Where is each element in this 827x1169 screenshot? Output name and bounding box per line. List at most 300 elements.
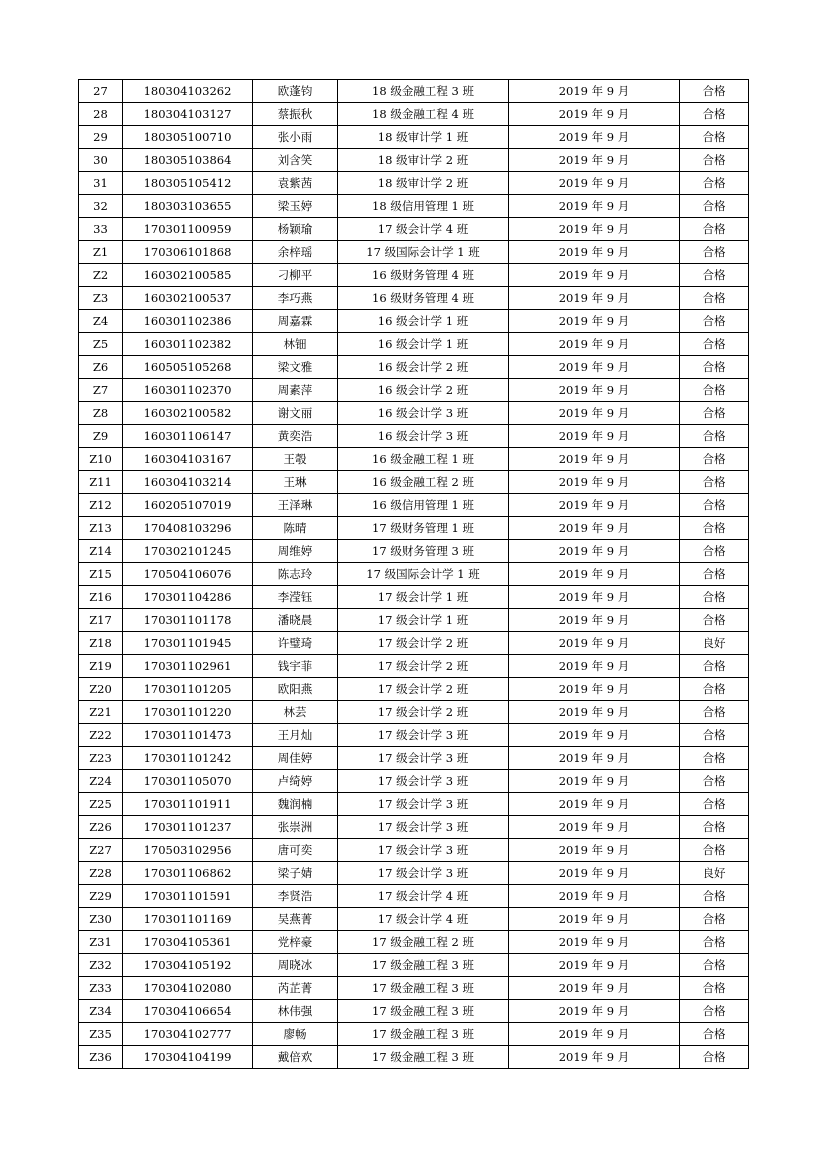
table-body [79,80,749,1069]
student-name-cell: 欧蓬钧 [253,80,338,103]
row-number-cell: Z29 [79,885,123,908]
result-cell: 合格 [680,540,749,563]
table-row [79,172,749,195]
row-number-cell: Z2 [79,264,123,287]
row-number-cell: Z23 [79,747,123,770]
class-cell: 17 级金融工程 3 班 [338,1046,509,1069]
class-cell: 17 级会计学 2 班 [338,678,509,701]
table-row [79,609,749,632]
student-name-cell: 李巧燕 [253,287,338,310]
date-cell: 2019 年 9 月 [509,264,680,287]
result-cell: 合格 [680,747,749,770]
date-cell: 2019 年 9 月 [509,80,680,103]
class-cell: 17 级金融工程 3 班 [338,1023,509,1046]
student-id-cell: 170304106654 [123,1000,253,1023]
student-name-cell: 廖畅 [253,1023,338,1046]
class-cell: 17 级会计学 2 班 [338,632,509,655]
student-name-cell: 王月灿 [253,724,338,747]
table-row [79,885,749,908]
table-row [79,1046,749,1069]
class-cell: 16 级财务管理 4 班 [338,287,509,310]
class-cell: 16 级会计学 3 班 [338,425,509,448]
student-name-cell: 卢绮婷 [253,770,338,793]
table-row [79,540,749,563]
student-id-cell: 170301101220 [123,701,253,724]
student-name-cell: 刘含笑 [253,149,338,172]
result-cell: 良好 [680,632,749,655]
date-cell: 2019 年 9 月 [509,149,680,172]
date-cell: 2019 年 9 月 [509,448,680,471]
student-name-cell: 唐可奕 [253,839,338,862]
date-cell: 2019 年 9 月 [509,1023,680,1046]
result-cell: 合格 [680,333,749,356]
date-cell: 2019 年 9 月 [509,379,680,402]
class-cell: 17 级会计学 3 班 [338,839,509,862]
table-row [79,793,749,816]
result-cell: 合格 [680,172,749,195]
table-row [79,402,749,425]
student-id-cell: 170304102080 [123,977,253,1000]
table-row [79,770,749,793]
row-number-cell: 28 [79,103,123,126]
row-number-cell: Z32 [79,954,123,977]
student-id-cell: 180305100710 [123,126,253,149]
student-id-cell: 170301101178 [123,609,253,632]
row-number-cell: Z6 [79,356,123,379]
table-row [79,425,749,448]
date-cell: 2019 年 9 月 [509,1000,680,1023]
student-id-cell: 170504106076 [123,563,253,586]
student-id-cell: 170301101911 [123,793,253,816]
class-cell: 17 级会计学 4 班 [338,908,509,931]
result-cell: 良好 [680,862,749,885]
row-number-cell: Z31 [79,931,123,954]
student-name-cell: 林芸 [253,701,338,724]
student-id-cell: 170302101245 [123,540,253,563]
table-row [79,310,749,333]
student-name-cell: 王彀 [253,448,338,471]
result-cell: 合格 [680,517,749,540]
student-name-cell: 魏润楠 [253,793,338,816]
result-cell: 合格 [680,494,749,517]
class-cell: 17 级会计学 4 班 [338,885,509,908]
class-cell: 17 级金融工程 3 班 [338,1000,509,1023]
student-name-cell: 党梓豪 [253,931,338,954]
result-cell: 合格 [680,80,749,103]
table-row [79,356,749,379]
class-cell: 16 级金融工程 1 班 [338,448,509,471]
row-number-cell: Z36 [79,1046,123,1069]
row-number-cell: Z5 [79,333,123,356]
student-name-cell: 梁子婧 [253,862,338,885]
student-id-cell: 170304105192 [123,954,253,977]
row-number-cell: 32 [79,195,123,218]
class-cell: 16 级会计学 3 班 [338,402,509,425]
result-cell: 合格 [680,287,749,310]
student-id-cell: 180303103655 [123,195,253,218]
result-cell: 合格 [680,195,749,218]
student-id-cell: 160304103214 [123,471,253,494]
row-number-cell: Z9 [79,425,123,448]
student-id-cell: 170301101473 [123,724,253,747]
student-id-cell: 170301101945 [123,632,253,655]
row-number-cell: Z8 [79,402,123,425]
student-id-cell: 170301105070 [123,770,253,793]
class-cell: 17 级会计学 1 班 [338,609,509,632]
row-number-cell: Z28 [79,862,123,885]
date-cell: 2019 年 9 月 [509,425,680,448]
student-name-cell: 黄奕浩 [253,425,338,448]
class-cell: 17 级会计学 3 班 [338,747,509,770]
student-name-cell: 潘晓晨 [253,609,338,632]
table-row [79,379,749,402]
row-number-cell: Z4 [79,310,123,333]
result-cell: 合格 [680,103,749,126]
row-number-cell: Z17 [79,609,123,632]
table-row [79,632,749,655]
class-cell: 17 级会计学 3 班 [338,770,509,793]
student-name-cell: 周素萍 [253,379,338,402]
class-cell: 17 级国际会计学 1 班 [338,241,509,264]
student-name-cell: 周维婷 [253,540,338,563]
row-number-cell: Z21 [79,701,123,724]
table-row [79,218,749,241]
student-name-cell: 梁玉婷 [253,195,338,218]
date-cell: 2019 年 9 月 [509,287,680,310]
table-row [79,241,749,264]
date-cell: 2019 年 9 月 [509,218,680,241]
row-number-cell: 27 [79,80,123,103]
row-number-cell: Z18 [79,632,123,655]
class-cell: 17 级国际会计学 1 班 [338,563,509,586]
row-number-cell: Z33 [79,977,123,1000]
result-cell: 合格 [680,816,749,839]
class-cell: 16 级会计学 2 班 [338,379,509,402]
student-id-cell: 170301101237 [123,816,253,839]
result-cell: 合格 [680,931,749,954]
table-row [79,839,749,862]
date-cell: 2019 年 9 月 [509,586,680,609]
date-cell: 2019 年 9 月 [509,816,680,839]
result-cell: 合格 [680,218,749,241]
table-row [79,149,749,172]
date-cell: 2019 年 9 月 [509,793,680,816]
student-id-cell: 170301100959 [123,218,253,241]
student-name-cell: 戴倍欢 [253,1046,338,1069]
table-row [79,977,749,1000]
result-cell: 合格 [680,563,749,586]
result-cell: 合格 [680,379,749,402]
student-name-cell: 陈晴 [253,517,338,540]
student-name-cell: 周晓冰 [253,954,338,977]
row-number-cell: Z19 [79,655,123,678]
class-cell: 17 级会计学 4 班 [338,218,509,241]
date-cell: 2019 年 9 月 [509,563,680,586]
table-row [79,494,749,517]
row-number-cell: Z7 [79,379,123,402]
student-id-cell: 180305103864 [123,149,253,172]
student-id-cell: 170301106862 [123,862,253,885]
date-cell: 2019 年 9 月 [509,195,680,218]
table-row [79,264,749,287]
class-cell: 17 级会计学 2 班 [338,655,509,678]
student-id-cell: 160302100585 [123,264,253,287]
class-cell: 17 级金融工程 3 班 [338,954,509,977]
student-name-cell: 许璧琦 [253,632,338,655]
date-cell: 2019 年 9 月 [509,356,680,379]
date-cell: 2019 年 9 月 [509,954,680,977]
row-number-cell: Z22 [79,724,123,747]
class-cell: 16 级会计学 1 班 [338,310,509,333]
table-row [79,678,749,701]
student-id-cell: 170304104199 [123,1046,253,1069]
row-number-cell: Z26 [79,816,123,839]
table-row [79,80,749,103]
result-cell: 合格 [680,839,749,862]
row-number-cell: 30 [79,149,123,172]
result-cell: 合格 [680,678,749,701]
student-id-cell: 160301106147 [123,425,253,448]
date-cell: 2019 年 9 月 [509,126,680,149]
date-cell: 2019 年 9 月 [509,701,680,724]
result-cell: 合格 [680,724,749,747]
class-cell: 16 级财务管理 4 班 [338,264,509,287]
student-name-cell: 刁柳平 [253,264,338,287]
result-cell: 合格 [680,448,749,471]
student-id-cell: 170306101868 [123,241,253,264]
result-cell: 合格 [680,264,749,287]
date-cell: 2019 年 9 月 [509,678,680,701]
class-cell: 17 级金融工程 2 班 [338,931,509,954]
student-results-table [78,79,749,1069]
student-name-cell: 钱宇菲 [253,655,338,678]
result-cell: 合格 [680,356,749,379]
class-cell: 16 级会计学 1 班 [338,333,509,356]
date-cell: 2019 年 9 月 [509,609,680,632]
result-cell: 合格 [680,241,749,264]
date-cell: 2019 年 9 月 [509,494,680,517]
student-name-cell: 芮芷菁 [253,977,338,1000]
date-cell: 2019 年 9 月 [509,839,680,862]
date-cell: 2019 年 9 月 [509,655,680,678]
table-row [79,747,749,770]
student-name-cell: 杨颖瑜 [253,218,338,241]
student-name-cell: 梁文雅 [253,356,338,379]
student-name-cell: 张小雨 [253,126,338,149]
row-number-cell: Z35 [79,1023,123,1046]
result-cell: 合格 [680,126,749,149]
student-id-cell: 170301102961 [123,655,253,678]
date-cell: 2019 年 9 月 [509,747,680,770]
table-row [79,724,749,747]
student-id-cell: 180305105412 [123,172,253,195]
student-id-cell: 170301101169 [123,908,253,931]
student-name-cell: 袁紫茜 [253,172,338,195]
date-cell: 2019 年 9 月 [509,241,680,264]
student-id-cell: 180304103127 [123,103,253,126]
class-cell: 16 级信用管理 1 班 [338,494,509,517]
student-id-cell: 180304103262 [123,80,253,103]
student-name-cell: 蔡振秋 [253,103,338,126]
student-id-cell: 160302100537 [123,287,253,310]
student-id-cell: 170301101242 [123,747,253,770]
class-cell: 17 级会计学 3 班 [338,862,509,885]
date-cell: 2019 年 9 月 [509,908,680,931]
student-id-cell: 170304102777 [123,1023,253,1046]
result-cell: 合格 [680,1046,749,1069]
class-cell: 18 级审计学 2 班 [338,172,509,195]
class-cell: 17 级会计学 3 班 [338,724,509,747]
result-cell: 合格 [680,149,749,172]
date-cell: 2019 年 9 月 [509,402,680,425]
date-cell: 2019 年 9 月 [509,885,680,908]
result-cell: 合格 [680,793,749,816]
date-cell: 2019 年 9 月 [509,540,680,563]
table-row [79,103,749,126]
table-row [79,448,749,471]
result-cell: 合格 [680,977,749,1000]
table-row [79,195,749,218]
student-id-cell: 170408103296 [123,517,253,540]
class-cell: 18 级信用管理 1 班 [338,195,509,218]
student-id-cell: 160505105268 [123,356,253,379]
table-row [79,1023,749,1046]
row-number-cell: Z11 [79,471,123,494]
table-row [79,471,749,494]
date-cell: 2019 年 9 月 [509,931,680,954]
row-number-cell: Z20 [79,678,123,701]
class-cell: 16 级金融工程 2 班 [338,471,509,494]
student-id-cell: 170301101205 [123,678,253,701]
date-cell: 2019 年 9 月 [509,310,680,333]
table-row [79,701,749,724]
student-name-cell: 吴燕菁 [253,908,338,931]
row-number-cell: Z13 [79,517,123,540]
student-name-cell: 王琳 [253,471,338,494]
row-number-cell: Z10 [79,448,123,471]
class-cell: 17 级会计学 2 班 [338,701,509,724]
table-row [79,931,749,954]
student-name-cell: 欧阳燕 [253,678,338,701]
row-number-cell: Z14 [79,540,123,563]
date-cell: 2019 年 9 月 [509,724,680,747]
row-number-cell: 29 [79,126,123,149]
result-cell: 合格 [680,954,749,977]
result-cell: 合格 [680,425,749,448]
student-id-cell: 160302100582 [123,402,253,425]
result-cell: 合格 [680,885,749,908]
student-name-cell: 林伟强 [253,1000,338,1023]
student-name-cell: 周佳婷 [253,747,338,770]
date-cell: 2019 年 9 月 [509,977,680,1000]
date-cell: 2019 年 9 月 [509,471,680,494]
student-id-cell: 170301101591 [123,885,253,908]
student-id-cell: 170304105361 [123,931,253,954]
student-id-cell: 160301102386 [123,310,253,333]
student-name-cell: 李滢钰 [253,586,338,609]
table-row [79,655,749,678]
student-name-cell: 周嘉霖 [253,310,338,333]
row-number-cell: Z25 [79,793,123,816]
student-name-cell: 张崇洲 [253,816,338,839]
row-number-cell: Z3 [79,287,123,310]
row-number-cell: Z34 [79,1000,123,1023]
table-row [79,563,749,586]
class-cell: 17 级会计学 3 班 [338,816,509,839]
result-cell: 合格 [680,609,749,632]
class-cell: 18 级审计学 2 班 [338,149,509,172]
table-row [79,908,749,931]
student-id-cell: 160205107019 [123,494,253,517]
row-number-cell: Z15 [79,563,123,586]
table-row [79,862,749,885]
document-page [78,79,748,1069]
student-id-cell: 160301102382 [123,333,253,356]
result-cell: 合格 [680,655,749,678]
student-name-cell: 王泽琳 [253,494,338,517]
student-name-cell: 余梓瑶 [253,241,338,264]
table-row [79,586,749,609]
class-cell: 18 级审计学 1 班 [338,126,509,149]
class-cell: 17 级财务管理 3 班 [338,540,509,563]
row-number-cell: Z1 [79,241,123,264]
row-number-cell: 31 [79,172,123,195]
class-cell: 17 级财务管理 1 班 [338,517,509,540]
date-cell: 2019 年 9 月 [509,862,680,885]
student-id-cell: 170301104286 [123,586,253,609]
class-cell: 18 级金融工程 3 班 [338,80,509,103]
class-cell: 17 级会计学 3 班 [338,793,509,816]
table-row [79,954,749,977]
result-cell: 合格 [680,1023,749,1046]
result-cell: 合格 [680,402,749,425]
class-cell: 17 级会计学 1 班 [338,586,509,609]
table-row [79,816,749,839]
row-number-cell: 33 [79,218,123,241]
student-id-cell: 160301102370 [123,379,253,402]
student-name-cell: 陈志玲 [253,563,338,586]
table-row [79,1000,749,1023]
student-id-cell: 170503102956 [123,839,253,862]
row-number-cell: Z16 [79,586,123,609]
date-cell: 2019 年 9 月 [509,632,680,655]
date-cell: 2019 年 9 月 [509,517,680,540]
date-cell: 2019 年 9 月 [509,1046,680,1069]
result-cell: 合格 [680,701,749,724]
class-cell: 17 级金融工程 3 班 [338,977,509,1000]
result-cell: 合格 [680,1000,749,1023]
date-cell: 2019 年 9 月 [509,770,680,793]
class-cell: 16 级会计学 2 班 [338,356,509,379]
row-number-cell: Z27 [79,839,123,862]
row-number-cell: Z24 [79,770,123,793]
row-number-cell: Z30 [79,908,123,931]
student-name-cell: 林钿 [253,333,338,356]
result-cell: 合格 [680,770,749,793]
student-name-cell: 谢文丽 [253,402,338,425]
result-cell: 合格 [680,310,749,333]
date-cell: 2019 年 9 月 [509,172,680,195]
table-row [79,287,749,310]
row-number-cell: Z12 [79,494,123,517]
table-row [79,126,749,149]
result-cell: 合格 [680,908,749,931]
date-cell: 2019 年 9 月 [509,333,680,356]
table-row [79,517,749,540]
table-row [79,333,749,356]
result-cell: 合格 [680,471,749,494]
class-cell: 18 级金融工程 4 班 [338,103,509,126]
